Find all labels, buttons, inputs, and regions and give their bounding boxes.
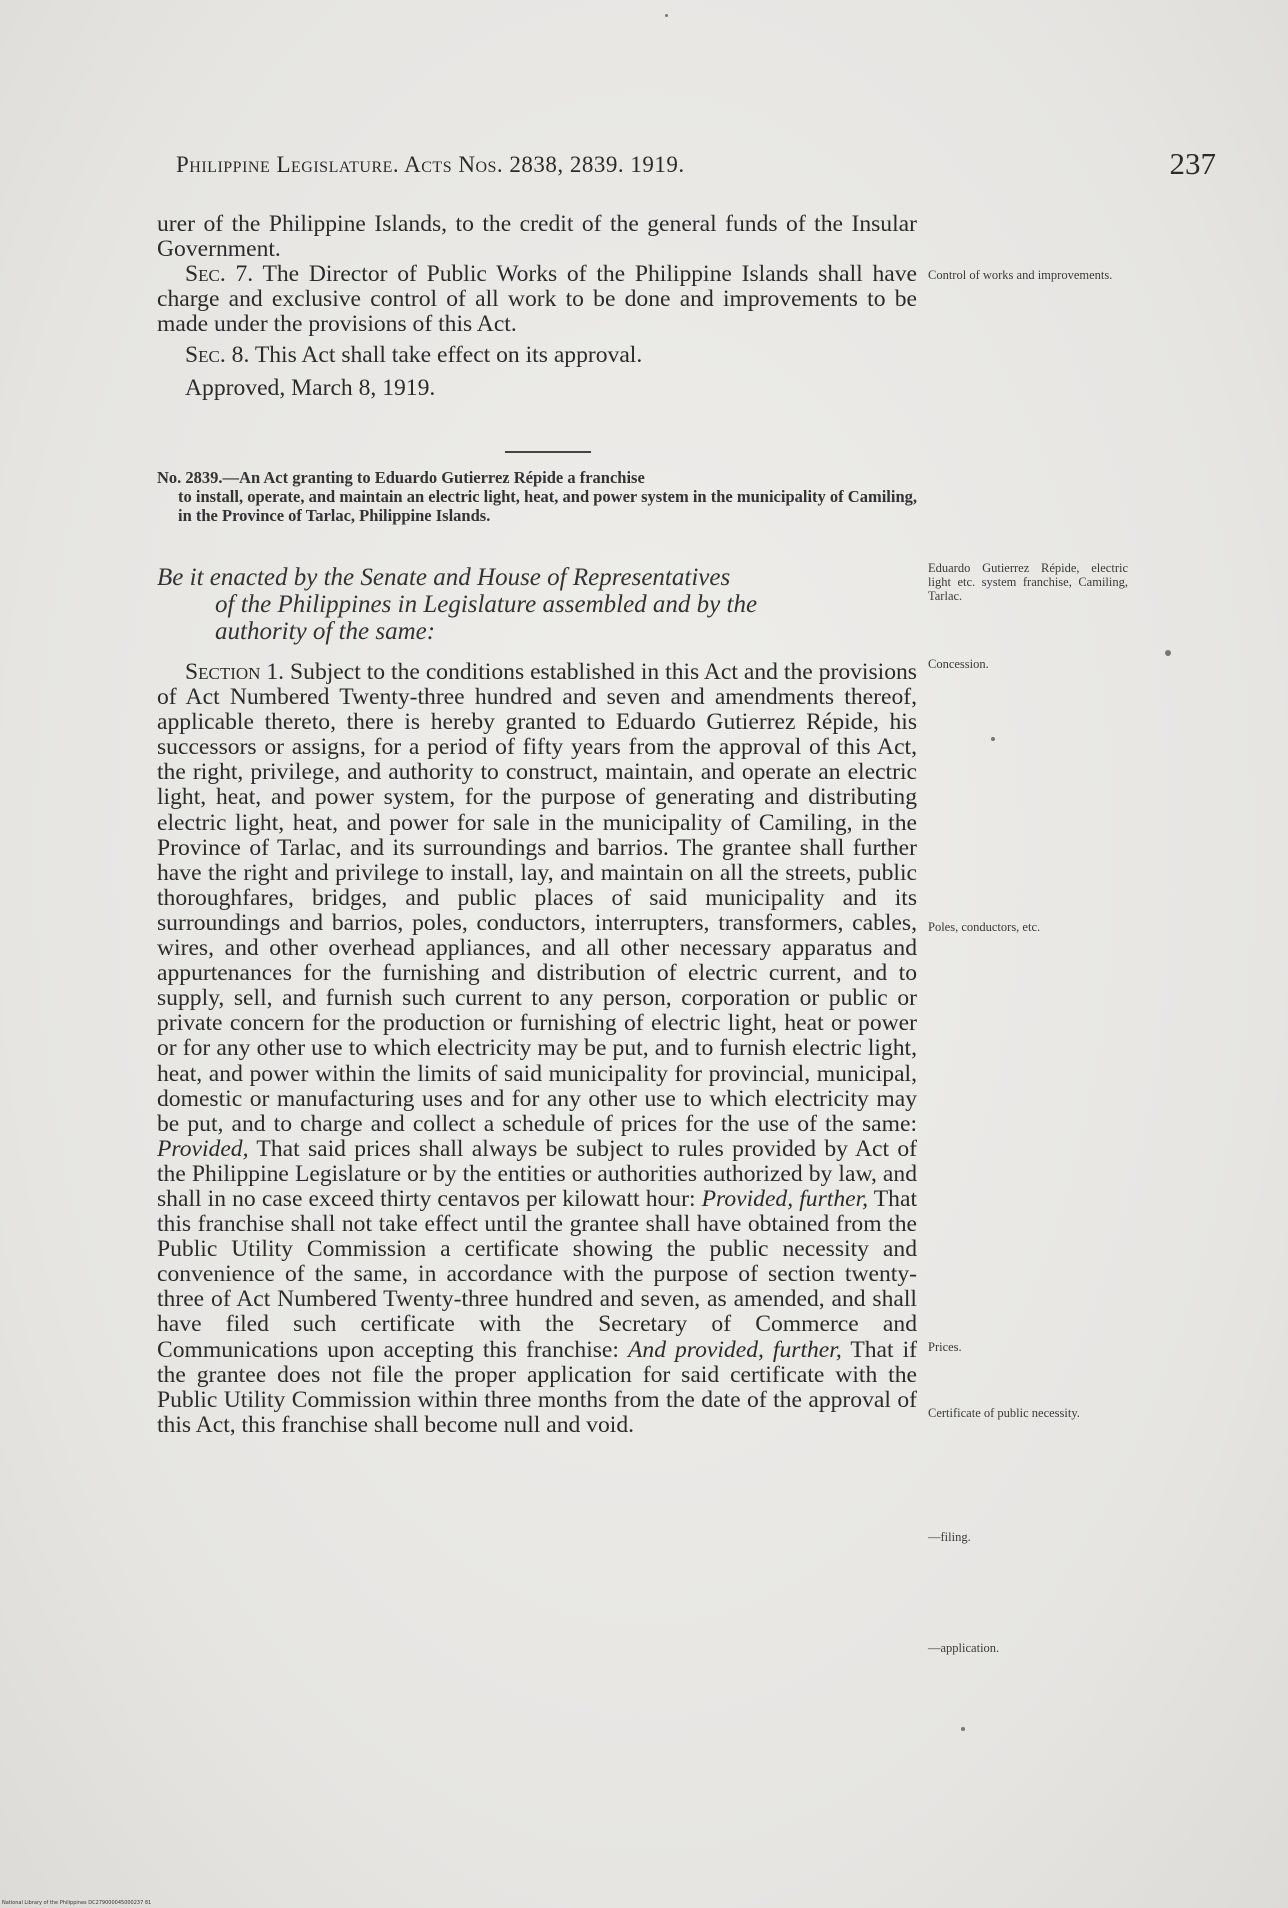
margin-note-poles: Poles, conductors, etc. xyxy=(928,920,1041,934)
enacting-line-3: authority of the same: xyxy=(215,618,436,645)
margin-note-control: Control of works and improvements. xyxy=(928,268,1113,282)
sec8-paragraph xyxy=(157,343,917,368)
sec6-tail: urer of the Philippine Islands, to the credit of the general funds of the Insular Government. xyxy=(157,211,917,263)
section-1-paragraph xyxy=(157,660,917,1438)
section-1-text-2: That said prices shall always be subject to rules provided by Act of the Philippine Legislature or by the entities or authorities authorized by law, and shall in no case exceed thirty centavos per kilowatt hour: xyxy=(157,1135,917,1212)
margin-note-application: —application. xyxy=(928,1641,1000,1655)
section-1-text-1: Subject to the conditions established in this Act and the provisions of Act Numbered Twenty-three hundred and seven and amendments thereof, applicable thereto, there is hereby granted to Eduardo Gutierrez Répide, his successors or assigns, for a period of fifty years from the approval of this Act, the right, privilege, and authority to construct, maintain, and operate an electric light, heat, and power system, for the purpose of generating and distributing electric light, heat, and power for sale in the municipality of Camiling, in the Province of Tarlac, and its surroundings and barrios. The grantee shall further have the right and privilege to install, lay, and maintain on all the streets, public thoroughfares, bridges, and public places of said municipality and its surroundings and barrios, poles, conductors, interrupters, transformers, cables, wires, and other overhead appliances, and all other necessary apparatus and appurtenances for the furnishing and distribution of electric current, and to supply, sell, and furnish such current to any person, corporation or public or private concern for the production or furnishing of electric light, heat or power or for any other use to which electricity may be put, and to furnish electric light, heat, and power within the limits of said municipality for provincial, municipal, domestic or manufacturing uses and for any other use to which electricity may be put, and to charge and collect a schedule of prices for the use of the same: xyxy=(157,659,917,1137)
sec7-paragraph xyxy=(157,262,917,337)
page-header xyxy=(176,146,1216,192)
margin-note-prices: Prices. xyxy=(928,1340,962,1354)
body-text-top xyxy=(157,212,917,401)
section-1-text-4: That if the grantee does not file the proper application for said certificate with the Public Utility Commission within three months from the date of the approval of this Act, this franchise shall become null and void. xyxy=(157,1336,917,1438)
speck xyxy=(665,14,668,17)
section-1-label: Section 1. xyxy=(185,659,285,685)
act-title-continuation: to install, operate, and maintain an electric light, heat, and power system in the municipality of Camiling, in the Province of Tarlac, Philippine Islands. xyxy=(178,487,917,526)
enacting-line-2: of the Philippines in Legislature assembled and by the xyxy=(215,591,758,618)
speck xyxy=(1165,650,1171,656)
scan-footer-id: National Library of the Philippines DC279000045000237 81 xyxy=(2,1900,152,1906)
margin-note-certificate: Certificate of public necessity. xyxy=(928,1406,1080,1420)
proviso-1: Provided, xyxy=(157,1135,249,1162)
act-title-first-line: No. 2839.—An Act granting to Eduardo Gutierrez Répide a franchise xyxy=(157,468,645,487)
section-1-text-3: That this franchise shall not take effect until the grantee shall have obtained from the Public Utility Commission a certificate showing the public necessity and convenience of the same, in accordance with the purpose of section twenty-three of Act Numbered Twenty-three hundred and seven, as amended, and shall have filed such certificate with the Secretary of Commerce and Communications upon accepting this franchise: xyxy=(157,1185,917,1363)
sec8-label: Sec. 8. xyxy=(185,342,250,369)
margin-note-eduardo: Eduardo Gutierrez Répide, electric light etc. system franchise, Camiling, Tarlac. xyxy=(928,561,1128,603)
act-title xyxy=(157,468,917,526)
margin-note-concession: Concession. xyxy=(928,657,989,671)
margin-note-filing: —filing. xyxy=(928,1530,971,1544)
proviso-3: And provided, further, xyxy=(627,1336,842,1363)
section-1-body xyxy=(157,660,917,1438)
sec7-text: The Director of Public Works of the Philippine Islands shall have charge and exclusive control of all work to be done and improvements to be made under the provisions of this Act. xyxy=(157,261,917,338)
enacting-clause xyxy=(157,564,917,645)
sec7-label: Sec. 7. xyxy=(185,261,254,288)
page-number: 237 xyxy=(1169,146,1216,181)
enacting-line-1: Be it enacted by the Senate and House of Representatives xyxy=(157,564,731,591)
speck xyxy=(961,1727,965,1731)
speck xyxy=(991,737,995,741)
proviso-2: Provided, further, xyxy=(701,1185,869,1212)
running-head: Philippine Legislature. Acts Nos. 2838, 2839. 1919. xyxy=(176,152,685,177)
approval-line: Approved, March 8, 1919. xyxy=(185,374,436,401)
section-divider xyxy=(505,451,591,453)
sec8-text: This Act shall take effect on its approval. xyxy=(249,342,643,369)
